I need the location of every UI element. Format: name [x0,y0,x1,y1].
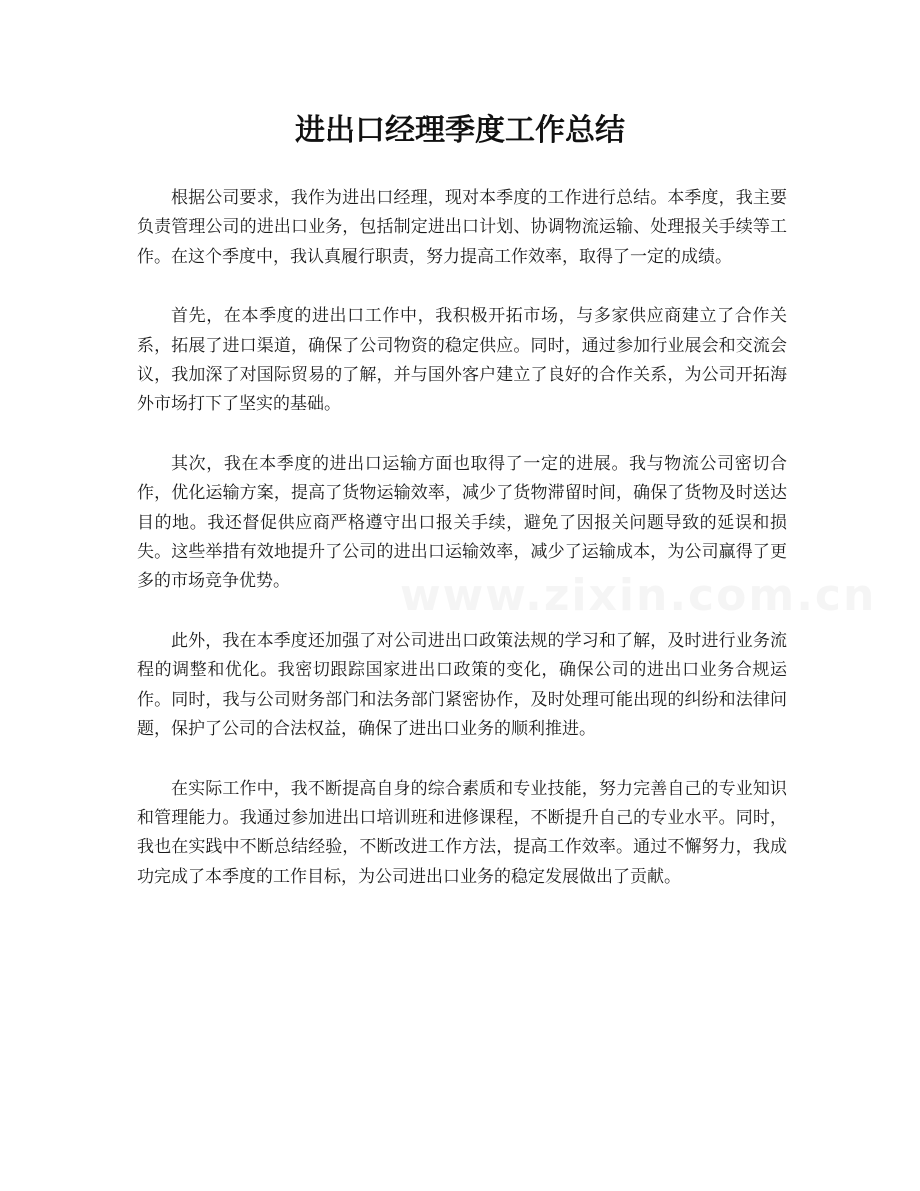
paragraph-5: 在实际工作中，我不断提高自身的综合素质和专业技能，努力完善自己的专业知识和管理能力。我通过参加进出口培训班和进修课程，不断提升自己的专业水平。同时，我也在实践中不断总结经验，不断改进工作方法，提高工作效率。通过不懈努力，我成功完成了本季度的工作目标，为公司进出口业务的稳定发展做出了贡献。 [137,778,787,887]
watermark: www.zixin.com.cn [400,570,877,621]
paragraph-3: 其次，我在本季度的进出口运输方面也取得了一定的进展。我与物流公司密切合作，优化运输方案，提高了货物运输效率，减少了货物滞留时间，确保了货物及时送达目的地。我还督促供应商严格遵守出口报关手续，避免了因报关问题导致的延误和损失。这些举措有效地提升了公司的进出口运输效率，减少了运输成本，为公司赢得了更多的市场竞争优势。 [137,453,787,592]
paragraph-2: 首先，在本季度的进出口工作中，我积极开拓市场，与多家供应商建立了合作关系，拓展了进口渠道，确保了公司物资的稳定供应。同时，通过参加行业展会和交流会议，我加深了对国际贸易的了解，并与国外客户建立了良好的合作关系，为公司开拓海外市场打下了坚实的基础。 [137,306,787,415]
paragraph-4: 此外，我在本季度还加强了对公司进出口政策法规的学习和了解，及时进行业务流程的调整和优化。我密切跟踪国家进出口政策的变化，确保公司的进出口业务合规运作。同时，我与公司财务部门和法务部门紧密协作，及时处理可能出现的纠纷和法律问题，保护了公司的合法权益，确保了进出口业务的顺利推进。 [137,630,787,740]
paragraph-1: 根据公司要求，我作为进出口经理，现对本季度的工作进行总结。本季度，我主要负责管理公司的进出口业务，包括制定进出口计划、协调物流运输、处理报关手续等工作。在这个季度中，我认真履行职责，努力提高工作效率，取得了一定的成绩。 [137,188,787,267]
document-body [137,184,787,922]
document-title: 进出口经理季度工作总结 [295,113,625,148]
